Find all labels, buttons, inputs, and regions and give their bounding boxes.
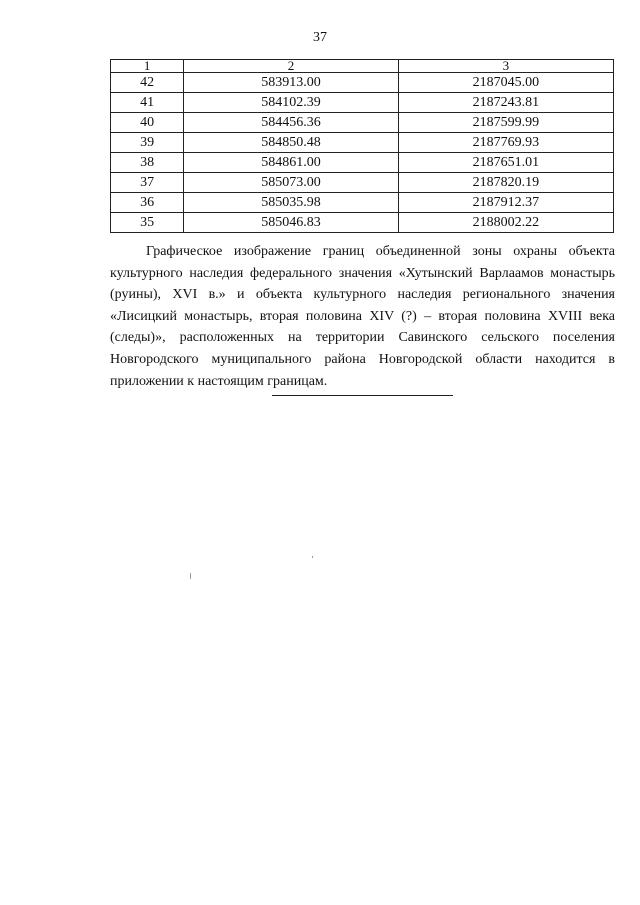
x-coordinate-cell: 584456.36 (184, 113, 398, 133)
table-row (111, 93, 614, 113)
table-row (111, 73, 614, 93)
table-header-row (111, 60, 614, 73)
point-number-cell: 41 (111, 93, 184, 113)
x-coordinate-cell: 583913.00 (184, 73, 398, 93)
point-number-cell: 36 (111, 193, 184, 213)
point-number-cell: 35 (111, 213, 184, 233)
x-coordinate-cell: 585046.83 (184, 213, 398, 233)
x-coordinate-cell: 584861.00 (184, 153, 398, 173)
y-coordinate-cell: 2187651.01 (398, 153, 613, 173)
column-header-y: 3 (398, 60, 613, 73)
y-coordinate-cell: 2187045.00 (398, 73, 613, 93)
x-coordinate-cell: 584850.48 (184, 133, 398, 153)
coordinates-table (110, 59, 614, 233)
y-coordinate-cell: 2187599.99 (398, 113, 613, 133)
closing-rule (272, 395, 453, 396)
x-coordinate-cell: 584102.39 (184, 93, 398, 113)
page-number: 37 (313, 30, 327, 45)
y-coordinate-cell: 2187912.37 (398, 193, 613, 213)
y-coordinate-cell: 2188002.22 (398, 213, 613, 233)
body-paragraph: Графическое изображение границ объединенной зоны охраны объекта культурного наследия федерального значения «Хутынский Варлаамов монастырь (руины), XVI в.» и объекта культурного наследия регионального значения «Лисицкий монастырь, вторая половина XIV (?) – вторая половина XVIII века (следы)», расположенных на территории Савинского сельского поселения Новгородского муниципального района Новгородской области находится в приложении к настоящим границам. (110, 244, 615, 389)
table-row (111, 133, 614, 153)
table-row (111, 113, 614, 133)
column-header-number: 1 (111, 60, 184, 73)
point-number-cell: 40 (111, 113, 184, 133)
point-number-cell: 39 (111, 133, 184, 153)
point-number-cell: 37 (111, 173, 184, 193)
table-row (111, 213, 614, 233)
scan-speck (312, 556, 313, 558)
x-coordinate-cell: 585073.00 (184, 173, 398, 193)
column-header-x: 2 (184, 60, 398, 73)
table-row (111, 193, 614, 213)
point-number-cell: 42 (111, 73, 184, 93)
x-coordinate-cell: 585035.98 (184, 193, 398, 213)
table-row (111, 153, 614, 173)
y-coordinate-cell: 2187820.19 (398, 173, 613, 193)
point-number-cell: 38 (111, 153, 184, 173)
y-coordinate-cell: 2187769.93 (398, 133, 613, 153)
scan-speck (190, 573, 191, 579)
y-coordinate-cell: 2187243.81 (398, 93, 613, 113)
table-row (111, 173, 614, 193)
